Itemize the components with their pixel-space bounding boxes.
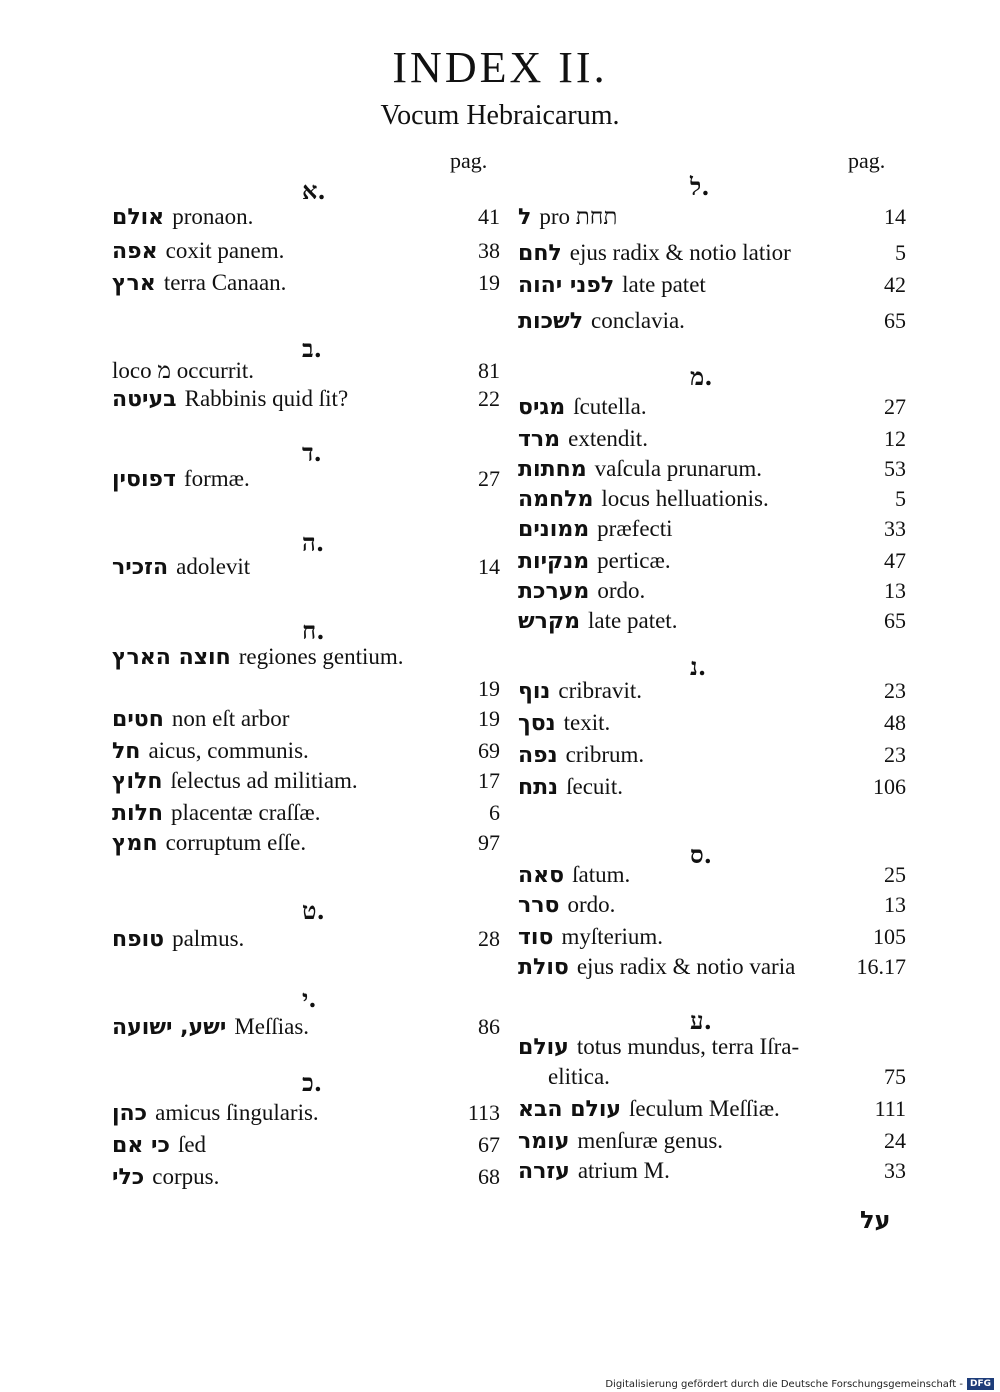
page-number: 48 <box>884 710 906 735</box>
hebrew-term: כי אם <box>112 1133 170 1158</box>
page-number: 19 <box>478 676 500 701</box>
hebrew-term: עולם <box>518 1035 569 1060</box>
hebrew-term: נסך <box>518 711 556 736</box>
latin-gloss: ſcutella. <box>573 394 647 419</box>
page-number: 75 <box>884 1064 906 1089</box>
section-letter: א. <box>302 176 326 205</box>
hebrew-term: מגיס <box>518 395 566 420</box>
index-entry <box>112 1132 500 1162</box>
index-entry <box>112 706 500 736</box>
latin-gloss: ſatum. <box>572 862 631 887</box>
latin-gloss: ejus radix & notio latior <box>569 240 791 265</box>
page-number: 23 <box>884 678 906 703</box>
index-entry <box>518 272 906 302</box>
latin-gloss: regiones gentium. <box>238 644 404 669</box>
index-entry <box>112 830 500 860</box>
latin-gloss: amicus ſingularis. <box>155 1100 319 1125</box>
pag-label: pag. <box>848 148 886 173</box>
latin-gloss: pronaon. <box>172 204 254 229</box>
page-title: INDEX II. <box>392 43 608 92</box>
page-number: 17 <box>478 768 500 793</box>
hebrew-term: כהן <box>112 1101 148 1126</box>
index-entry <box>518 426 906 456</box>
page-number: 14 <box>884 204 906 229</box>
latin-gloss: Rabbinis quid ſit? <box>184 386 349 411</box>
page-number: 69 <box>478 738 500 763</box>
hebrew-term: לפני יהוה <box>518 273 615 298</box>
page-number: 5 <box>895 486 906 511</box>
latin-gloss: terra Canaan. <box>163 270 287 295</box>
page-number: 38 <box>478 238 500 263</box>
hebrew-term: דפוסין <box>112 467 176 492</box>
latin-gloss: perticæ. <box>597 548 671 573</box>
index-entry <box>518 240 906 270</box>
hebrew-term: מערכת <box>518 579 590 604</box>
latin-gloss: loco מ occurrit. <box>112 358 255 383</box>
hebrew-term: לחם <box>518 241 562 266</box>
latin-gloss: aicus, communis. <box>148 738 309 763</box>
index-entry <box>518 710 906 740</box>
page-number: 22 <box>478 386 500 411</box>
index-entry <box>518 954 906 984</box>
hebrew-term: מקרש <box>518 609 581 634</box>
index-entry <box>518 862 906 892</box>
latin-gloss: ejus radix & notio varia <box>576 954 796 979</box>
index-entry <box>518 1158 906 1188</box>
index-entry <box>518 578 906 608</box>
latin-gloss: extendit. <box>568 426 648 451</box>
latin-gloss: ordo. <box>567 892 616 917</box>
page-number: 23 <box>884 742 906 767</box>
hebrew-term: בעיטה <box>112 387 177 412</box>
hebrew-term: חוצה הארץ <box>112 645 231 670</box>
latin-gloss: coxit panem. <box>165 238 285 263</box>
hebrew-term: חמץ <box>112 831 158 856</box>
latin-gloss: non eſt arbor <box>171 706 290 731</box>
page-number: 86 <box>478 1014 500 1039</box>
latin-gloss: formæ. <box>183 466 250 491</box>
latin-gloss: palmus. <box>172 926 245 951</box>
latin-gloss: pro תחת <box>539 204 618 229</box>
hebrew-term: ארץ <box>112 271 156 296</box>
hebrew-term: עזרה <box>518 1159 570 1184</box>
section-letter: ט. <box>302 896 325 925</box>
page-number: 67 <box>478 1132 500 1157</box>
hebrew-term: חלוץ <box>112 769 163 794</box>
hebrew-term: אולם <box>112 205 165 230</box>
index-entry <box>112 466 500 496</box>
dfg-logo: DFG <box>967 1378 994 1390</box>
index-entry <box>518 774 906 804</box>
latin-gloss: conclavia. <box>591 308 685 333</box>
hebrew-term: עולם הבא <box>518 1097 622 1122</box>
index-entry <box>518 486 906 516</box>
latin-gloss: Meſſias. <box>234 1014 310 1039</box>
index-entry <box>518 924 906 954</box>
page-number: 33 <box>884 516 906 541</box>
page-number: 81 <box>478 358 500 383</box>
index-entry <box>112 270 500 300</box>
page-number: 97 <box>478 830 500 855</box>
page-number: 105 <box>873 924 906 949</box>
page-number: 16.17 <box>856 954 906 979</box>
hebrew-term: סאה <box>518 863 565 888</box>
section-letter: ה. <box>302 528 325 557</box>
index-entry <box>112 1014 500 1044</box>
latin-gloss: totus mundus, terra Iſra- <box>576 1034 800 1059</box>
hebrew-term: מרד <box>518 427 561 452</box>
page-number: 19 <box>478 270 500 295</box>
index-entry <box>112 676 500 706</box>
hebrew-term: טופח <box>112 927 165 952</box>
page-number: 113 <box>467 1100 500 1125</box>
hebrew-term: חל <box>112 739 141 764</box>
index-entry <box>112 738 500 768</box>
page-subtitle: Vocum Hebraicarum. <box>380 100 620 131</box>
index-entry <box>518 1034 906 1064</box>
page-number: 14 <box>478 554 500 579</box>
section-letter: מ. <box>690 362 713 391</box>
latin-gloss: texit. <box>563 710 611 735</box>
latin-gloss: cribravit. <box>558 678 643 703</box>
index-entry <box>518 742 906 772</box>
hebrew-term: מנקיות <box>518 549 590 574</box>
index-entry <box>112 238 500 268</box>
hebrew-term: מחתות <box>518 457 587 482</box>
latin-gloss: vaſcula prunarum. <box>594 456 762 481</box>
hebrew-term: סולת <box>518 955 569 980</box>
page-number: 5 <box>895 240 906 265</box>
pag-label: pag. <box>450 148 488 173</box>
page-number: 13 <box>884 578 906 603</box>
page-number: 6 <box>489 800 500 825</box>
page-number: 106 <box>873 774 906 799</box>
page-number: 68 <box>478 1164 500 1189</box>
hebrew-term: סוד <box>518 925 554 950</box>
page-number: 47 <box>884 548 906 573</box>
index-entry <box>518 308 906 338</box>
section-letter: ל. <box>690 172 710 201</box>
index-entry <box>112 1164 500 1194</box>
hebrew-term: כלי <box>112 1165 145 1190</box>
latin-gloss: adolevit <box>176 554 251 579</box>
page-number: 28 <box>478 926 500 951</box>
footer <box>605 1378 994 1390</box>
latin-gloss: ſed <box>177 1132 207 1157</box>
page-number: 27 <box>478 466 500 491</box>
latin-gloss: placentæ craſſæ. <box>171 800 321 825</box>
hebrew-term: אפה <box>112 239 158 264</box>
page-number: 65 <box>884 608 906 633</box>
latin-gloss: ſecuit. <box>566 774 623 799</box>
index-entry <box>112 800 500 830</box>
section-letter: ד. <box>302 438 322 467</box>
hebrew-term: מלחמה <box>518 487 594 512</box>
hebrew-term: חלות <box>112 801 164 826</box>
page-number: 27 <box>884 394 906 419</box>
footer-text: Digitalisierung gefördert durch die Deutsche Forschungsgemeinschaft - <box>605 1378 963 1390</box>
section-letter: ע. <box>690 1006 712 1035</box>
section-letter: ב. <box>302 334 322 363</box>
index-entry <box>518 1064 906 1094</box>
index-entry <box>112 204 500 234</box>
hebrew-term: ישע, ישועה <box>112 1015 227 1040</box>
index-entry <box>518 516 906 546</box>
page-number: 25 <box>884 862 906 887</box>
latin-gloss: ordo. <box>597 578 646 603</box>
latin-gloss: atrium M. <box>577 1158 670 1183</box>
hebrew-term: חטים <box>112 707 164 732</box>
index-entry <box>518 892 906 922</box>
index-entry <box>518 1128 906 1158</box>
page-number: 111 <box>874 1096 906 1121</box>
index-entry <box>518 394 906 424</box>
latin-gloss: ſeculum Meſſiæ. <box>629 1096 780 1121</box>
latin-gloss: cribrum. <box>565 742 645 767</box>
page-number: 42 <box>884 272 906 297</box>
hebrew-term: הזכיר <box>112 555 169 580</box>
page-number: 33 <box>884 1158 906 1183</box>
page-number: 65 <box>884 308 906 333</box>
page-number: 12 <box>884 426 906 451</box>
hebrew-term: לשכות <box>518 309 584 334</box>
index-entry <box>112 1100 500 1130</box>
section-letter: נ. <box>690 652 707 681</box>
section-letter: י. <box>302 984 317 1013</box>
index-entry <box>518 548 906 578</box>
index-entry <box>112 926 500 956</box>
latin-gloss: locus helluationis. <box>601 486 769 511</box>
latin-gloss: menſuræ genus. <box>577 1128 724 1153</box>
index-entry <box>112 554 500 584</box>
page-number: 41 <box>478 204 500 229</box>
latin-gloss: late patet. <box>588 608 678 633</box>
latin-gloss: corruptum eſſe. <box>165 830 307 855</box>
catchword: על <box>860 1206 891 1234</box>
latin-gloss: late patet <box>622 272 706 297</box>
page-number: 24 <box>884 1128 906 1153</box>
hebrew-term: עומר <box>518 1129 570 1154</box>
page-number: 53 <box>884 456 906 481</box>
hebrew-term: נפה <box>518 743 558 768</box>
page-number: 13 <box>884 892 906 917</box>
page-number: 19 <box>478 706 500 731</box>
index-entry <box>518 1096 906 1126</box>
index-entry <box>518 204 906 234</box>
index-entry <box>112 768 500 798</box>
index-entry <box>518 608 906 638</box>
latin-gloss: ſelectus ad militiam. <box>170 768 358 793</box>
hebrew-term: סרר <box>518 893 560 918</box>
latin-gloss: elitica. <box>548 1064 610 1089</box>
index-entry <box>518 678 906 708</box>
hebrew-term: ל <box>518 205 532 230</box>
section-letter: ס. <box>690 840 713 869</box>
latin-gloss: myſterium. <box>561 924 664 949</box>
latin-gloss: præfecti <box>597 516 673 541</box>
index-entry <box>112 358 500 388</box>
index-entry <box>112 644 500 674</box>
hebrew-term: נתח <box>518 775 559 800</box>
hebrew-term: ממונים <box>518 517 590 542</box>
latin-gloss: corpus. <box>152 1164 220 1189</box>
section-letter: כ. <box>302 1068 323 1097</box>
section-letter: ח. <box>302 616 325 645</box>
index-entry <box>518 456 906 486</box>
index-entry <box>112 386 500 416</box>
hebrew-term: נוף <box>518 679 551 704</box>
